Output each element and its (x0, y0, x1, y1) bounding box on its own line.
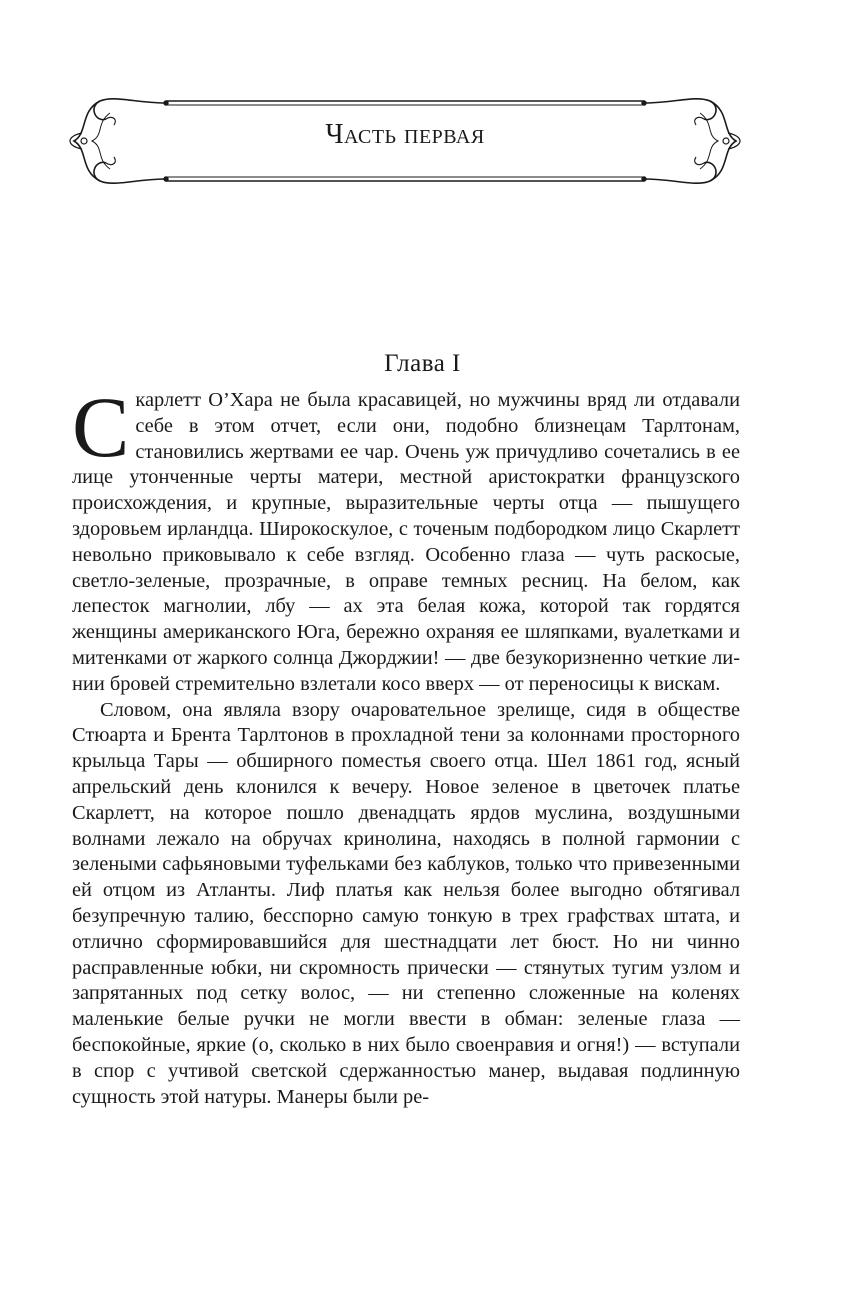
chapter-title: Глава I (384, 350, 461, 377)
part-banner (66, 93, 744, 189)
paragraph-2: Словом, она являла взору очаровательное зрелище, сидя в обществе Стюарта и Брента Тарлтонов в прохладной тени за колоннами просторного крыльца Тары — обширного поместья своего отца. Шел 1861 год, ясный апрельский день клонился к вечеру. Новое зеленое в цветочек платье Скарлетт, на которое пошло двенадцать ярдов муслина, воздушными волнами лежало на обручах кринолина, находясь в полной гармонии с зелеными сафьяновыми туфельками без каблуков, только что привезенными ей отцом из Атланты. Лиф платья как нельзя более выгодно обтягивал безупречную талию, бесспорно самую тонкую в трех графствах штата, и отлично сформировавшийся для шестнадцати лет бюст. Но ни чинно расправленные юбки, ни скромность прически — стянутых тугим узлом и запрятанных под сетку волос, — ни степенно сложенные на коленях маленькие белые ручки не могли ввести в обман: зеленые глаза — беспокойные, яркие (о, сколько в них было своенравия и огня!) — вступали в спор с учтивой светской сдержанностью манер, выдавая подлинную сущность этой натуры. Манеры были ре- (72, 698, 740, 1108)
part-title: Часть первая (325, 119, 485, 150)
drop-cap: С (72, 379, 130, 475)
paragraph-1-text: карлетт О’Хара не была красавицей, но мужчины вряд ли отдавали себе в этом отчет, если они, подобно близнецам Тарлтонам, становились жертвами ее чар. Очень уж причудливо сочетались в ее лице утонченные черты матери, местной аристократки французского происхождения, и крупные, выразительные черты отца — пышущего здоровьем ирландца. Широкоскулое, с точеным подбородком лицо Скарлетт невольно приковывало к себе взгляд. Особенно глаза — чуть раскосые, светло-зеленые, прозрачные, в оправе темных ресниц. На белом, как лепесток магнолии, лбу — ах эта белая кожа, которой так гордятся женщины американского Юга, бережно охраняя ее шляпками, вуалетками и митенками от жаркого солнца Джорджии! — две безукоризненно четкие линии бровей стремительно взлетали косо вверх — от переносицы к вискам. (72, 389, 740, 695)
chapter-text (72, 379, 740, 1110)
paragraph-1 (72, 379, 740, 698)
